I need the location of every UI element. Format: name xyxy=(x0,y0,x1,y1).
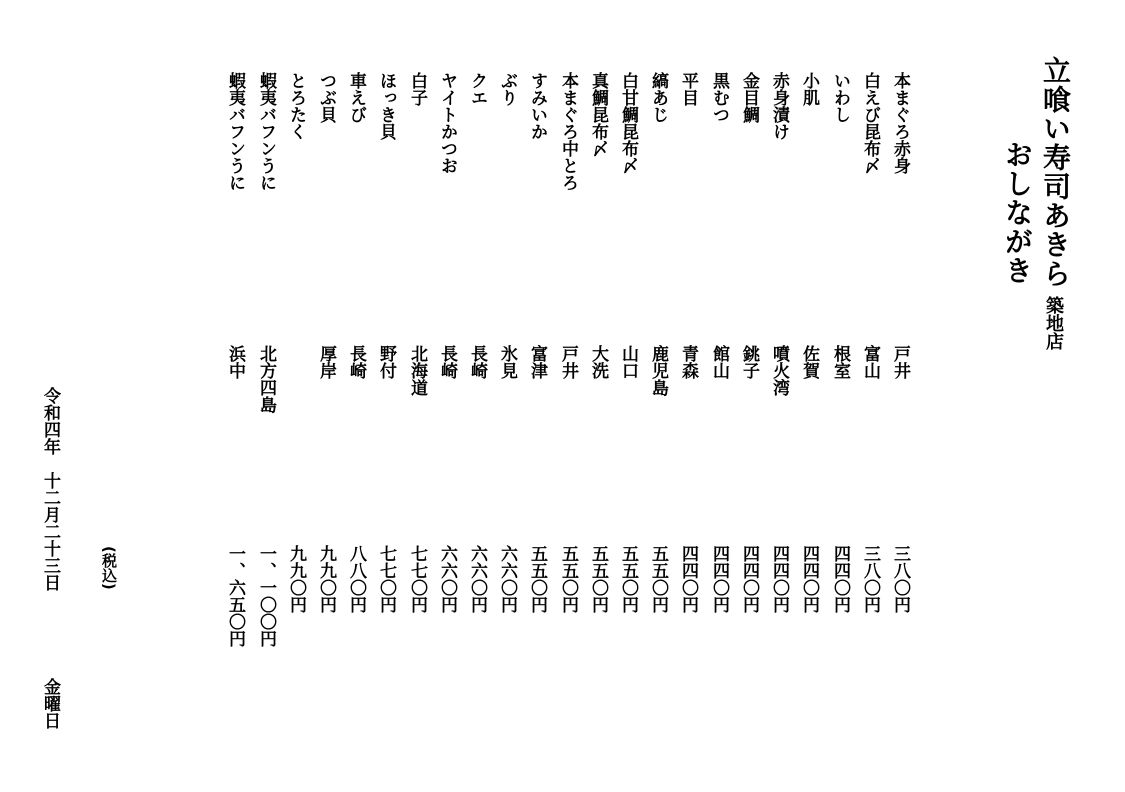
item-price: 一、六五〇円 xyxy=(225,545,245,647)
item-price: 七七〇円 xyxy=(376,545,396,613)
item-name: ほっき貝 xyxy=(376,72,396,140)
item-origin: 北海道 xyxy=(407,345,427,396)
item-name: 蝦夷バフンうに xyxy=(225,72,245,191)
item-name: つぶ貝 xyxy=(316,72,336,123)
item-name: 黒むつ xyxy=(709,72,729,123)
item-origin: 富津 xyxy=(527,345,547,379)
item-origin: 佐賀 xyxy=(799,345,819,379)
item-origin: 北方四島 xyxy=(256,345,276,413)
menu-date: 令和四年 十二月二十三日 xyxy=(40,387,60,591)
item-price: 四四〇円 xyxy=(709,545,729,613)
item-price: 五五〇円 xyxy=(588,545,608,613)
item-origin: 根室 xyxy=(830,345,850,379)
item-name: 白えび昆布〆 xyxy=(860,72,880,174)
item-price: 六六〇円 xyxy=(467,545,487,613)
item-origin: 長崎 xyxy=(346,345,366,379)
item-name: ヤイトかつお xyxy=(437,72,457,174)
menu-weekday: 金曜日 xyxy=(40,678,60,729)
item-name: 白甘鯛昆布〆 xyxy=(618,72,638,174)
item-price: 八八〇円 xyxy=(346,545,366,613)
item-price: 一、一〇〇円 xyxy=(256,545,276,647)
item-origin: 野付 xyxy=(376,345,396,379)
item-name: ぶり xyxy=(497,72,517,106)
item-name: 縞あじ xyxy=(648,72,668,123)
item-price: 五五〇円 xyxy=(648,545,668,613)
item-origin: 戸井 xyxy=(890,345,910,379)
item-name: 車えび xyxy=(346,72,366,123)
menu-subtitle: おしながき xyxy=(1001,140,1034,285)
item-price: 九九〇円 xyxy=(286,545,306,613)
item-price: 五五〇円 xyxy=(527,545,547,613)
item-origin: 噴火湾 xyxy=(769,345,789,396)
item-name: 平目 xyxy=(678,72,698,106)
item-price: 四四〇円 xyxy=(739,545,759,613)
item-origin: 戸井 xyxy=(558,345,578,379)
shop-branch: 築地店 xyxy=(1043,296,1064,350)
item-price: 五五〇円 xyxy=(618,545,638,613)
item-name: とろたく xyxy=(286,72,306,140)
item-origin: 館山 xyxy=(709,345,729,379)
item-price: 四四〇円 xyxy=(678,545,698,613)
item-price: 六六〇円 xyxy=(497,545,517,613)
item-name: 赤身漬け xyxy=(769,72,789,140)
item-name: 金目鯛 xyxy=(739,72,759,123)
item-price: 六六〇円 xyxy=(437,545,457,613)
menu-title: 立喰い寿司あきら xyxy=(1039,56,1072,288)
item-origin: 氷見 xyxy=(497,345,517,379)
item-origin: 厚岸 xyxy=(316,345,336,379)
item-name: 本まぐろ中とろ xyxy=(558,72,578,191)
item-price: 三八〇円 xyxy=(890,545,910,613)
item-name: すみいか xyxy=(527,72,547,140)
item-name: 真鯛昆布〆 xyxy=(588,72,608,157)
item-price: 三八〇円 xyxy=(860,545,880,613)
tax-note: (税込) xyxy=(100,546,118,590)
item-origin: 長崎 xyxy=(437,345,457,379)
item-origin: 浜中 xyxy=(225,345,245,379)
item-origin: 長崎 xyxy=(467,345,487,379)
item-name: 小肌 xyxy=(799,72,819,106)
item-name: 蝦夷バフンうに xyxy=(256,72,276,191)
item-origin: 鹿児島 xyxy=(648,345,668,396)
item-name: クエ xyxy=(467,72,487,106)
item-origin: 大洗 xyxy=(588,345,608,379)
item-price: 四四〇円 xyxy=(799,545,819,613)
item-origin: 青森 xyxy=(678,345,698,379)
item-name: 白子 xyxy=(407,72,427,106)
item-name: 本まぐろ赤身 xyxy=(890,72,910,174)
item-name: いわし xyxy=(830,72,850,123)
item-price: 五五〇円 xyxy=(558,545,578,613)
item-price: 七七〇円 xyxy=(407,545,427,613)
item-price: 九九〇円 xyxy=(316,545,336,613)
item-origin: 山口 xyxy=(618,345,638,379)
item-price: 四四〇円 xyxy=(769,545,789,613)
item-price: 四四〇円 xyxy=(830,545,850,613)
item-origin: 富山 xyxy=(860,345,880,379)
item-origin: 銚子 xyxy=(739,345,759,379)
